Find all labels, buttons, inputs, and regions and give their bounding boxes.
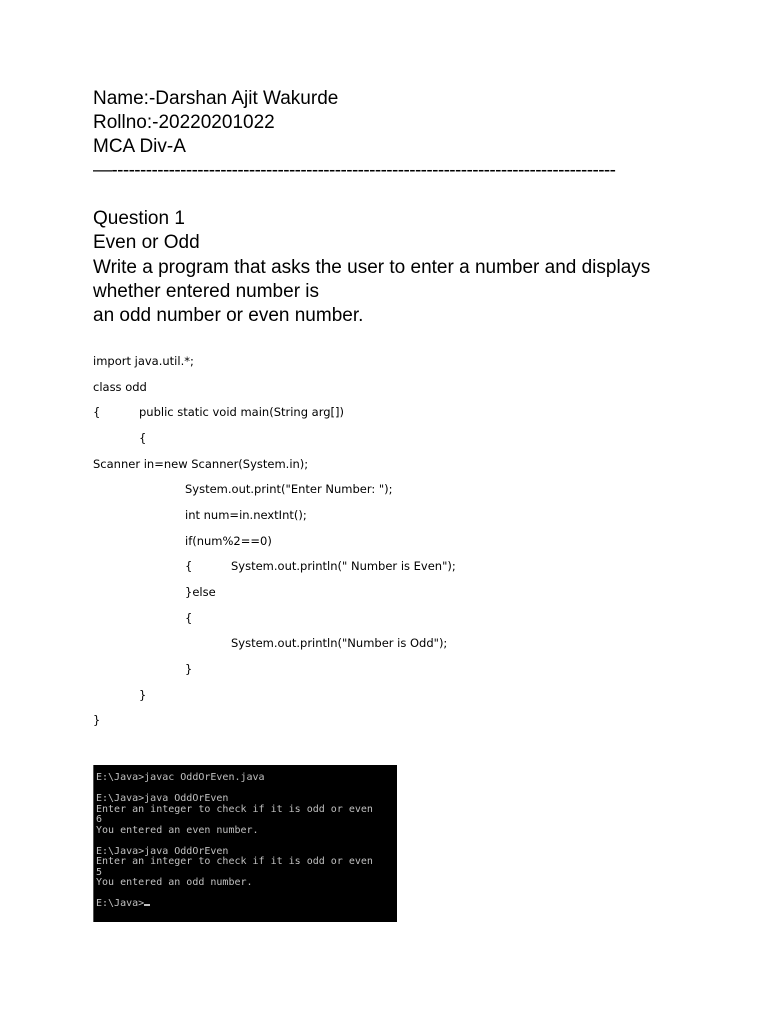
code-line: System.out.println("Number is Odd"); (231, 636, 448, 650)
code-line: }else (185, 585, 216, 599)
code-line: if(num%2==0) (185, 534, 272, 548)
description-line: an odd number or even number. (93, 305, 364, 326)
code-line: { (185, 611, 193, 625)
code-line: class odd (93, 380, 147, 394)
code-line: } (139, 688, 147, 702)
code-line: } (185, 662, 193, 676)
console-line: 5 (96, 866, 103, 878)
student-name: Name:-Darshan Ajit Wakurde (93, 88, 339, 109)
roll-number: Rollno:-20220201022 (93, 112, 275, 133)
separator-line: —---------------------------------------------------------------------------------------- (93, 160, 616, 181)
cursor-icon (144, 904, 150, 906)
console-line: You entered an even number. (96, 824, 259, 836)
description-line: whether entered number is (93, 281, 320, 302)
code-line: { (139, 431, 147, 445)
console-blank-line (96, 836, 397, 847)
code-line: { (185, 559, 193, 573)
code-line: int num=in.nextInt(); (185, 508, 307, 522)
code-line: { (93, 405, 101, 419)
console-line: 6 (96, 814, 103, 825)
code-line: public static void main(String arg[]) (139, 405, 345, 419)
console-prompt-line (96, 899, 397, 910)
console-line: Enter an integer to check if it is odd or even (96, 856, 373, 867)
console-line: Enter an integer to check if it is odd or even (96, 803, 373, 815)
console-prompt: E:\Java> (96, 898, 145, 909)
code-line: } (93, 713, 101, 727)
question-description (93, 256, 693, 328)
division: MCA Div-A (93, 136, 186, 157)
code-line: import java.util.*; (93, 354, 194, 368)
code-line: System.out.println(" Number is Even"); (231, 559, 456, 573)
console-line: E:\Java>java OddOrEven (96, 845, 229, 857)
question-number: Question 1 (93, 208, 185, 229)
code-line: Scanner in=new Scanner(System.in); (93, 457, 309, 471)
question-topic: Even or Odd (93, 232, 200, 253)
console-line: You entered an odd number. (96, 877, 253, 888)
console-line: E:\Java>java OddOrEven (96, 793, 229, 804)
description-line: Write a program that asks the user to enter a number and displays (93, 257, 651, 278)
console-output-screenshot (93, 765, 397, 922)
code-line: System.out.print("Enter Number: "); (185, 482, 393, 496)
console-line: E:\Java>javac OddOrEven.java (96, 772, 265, 783)
